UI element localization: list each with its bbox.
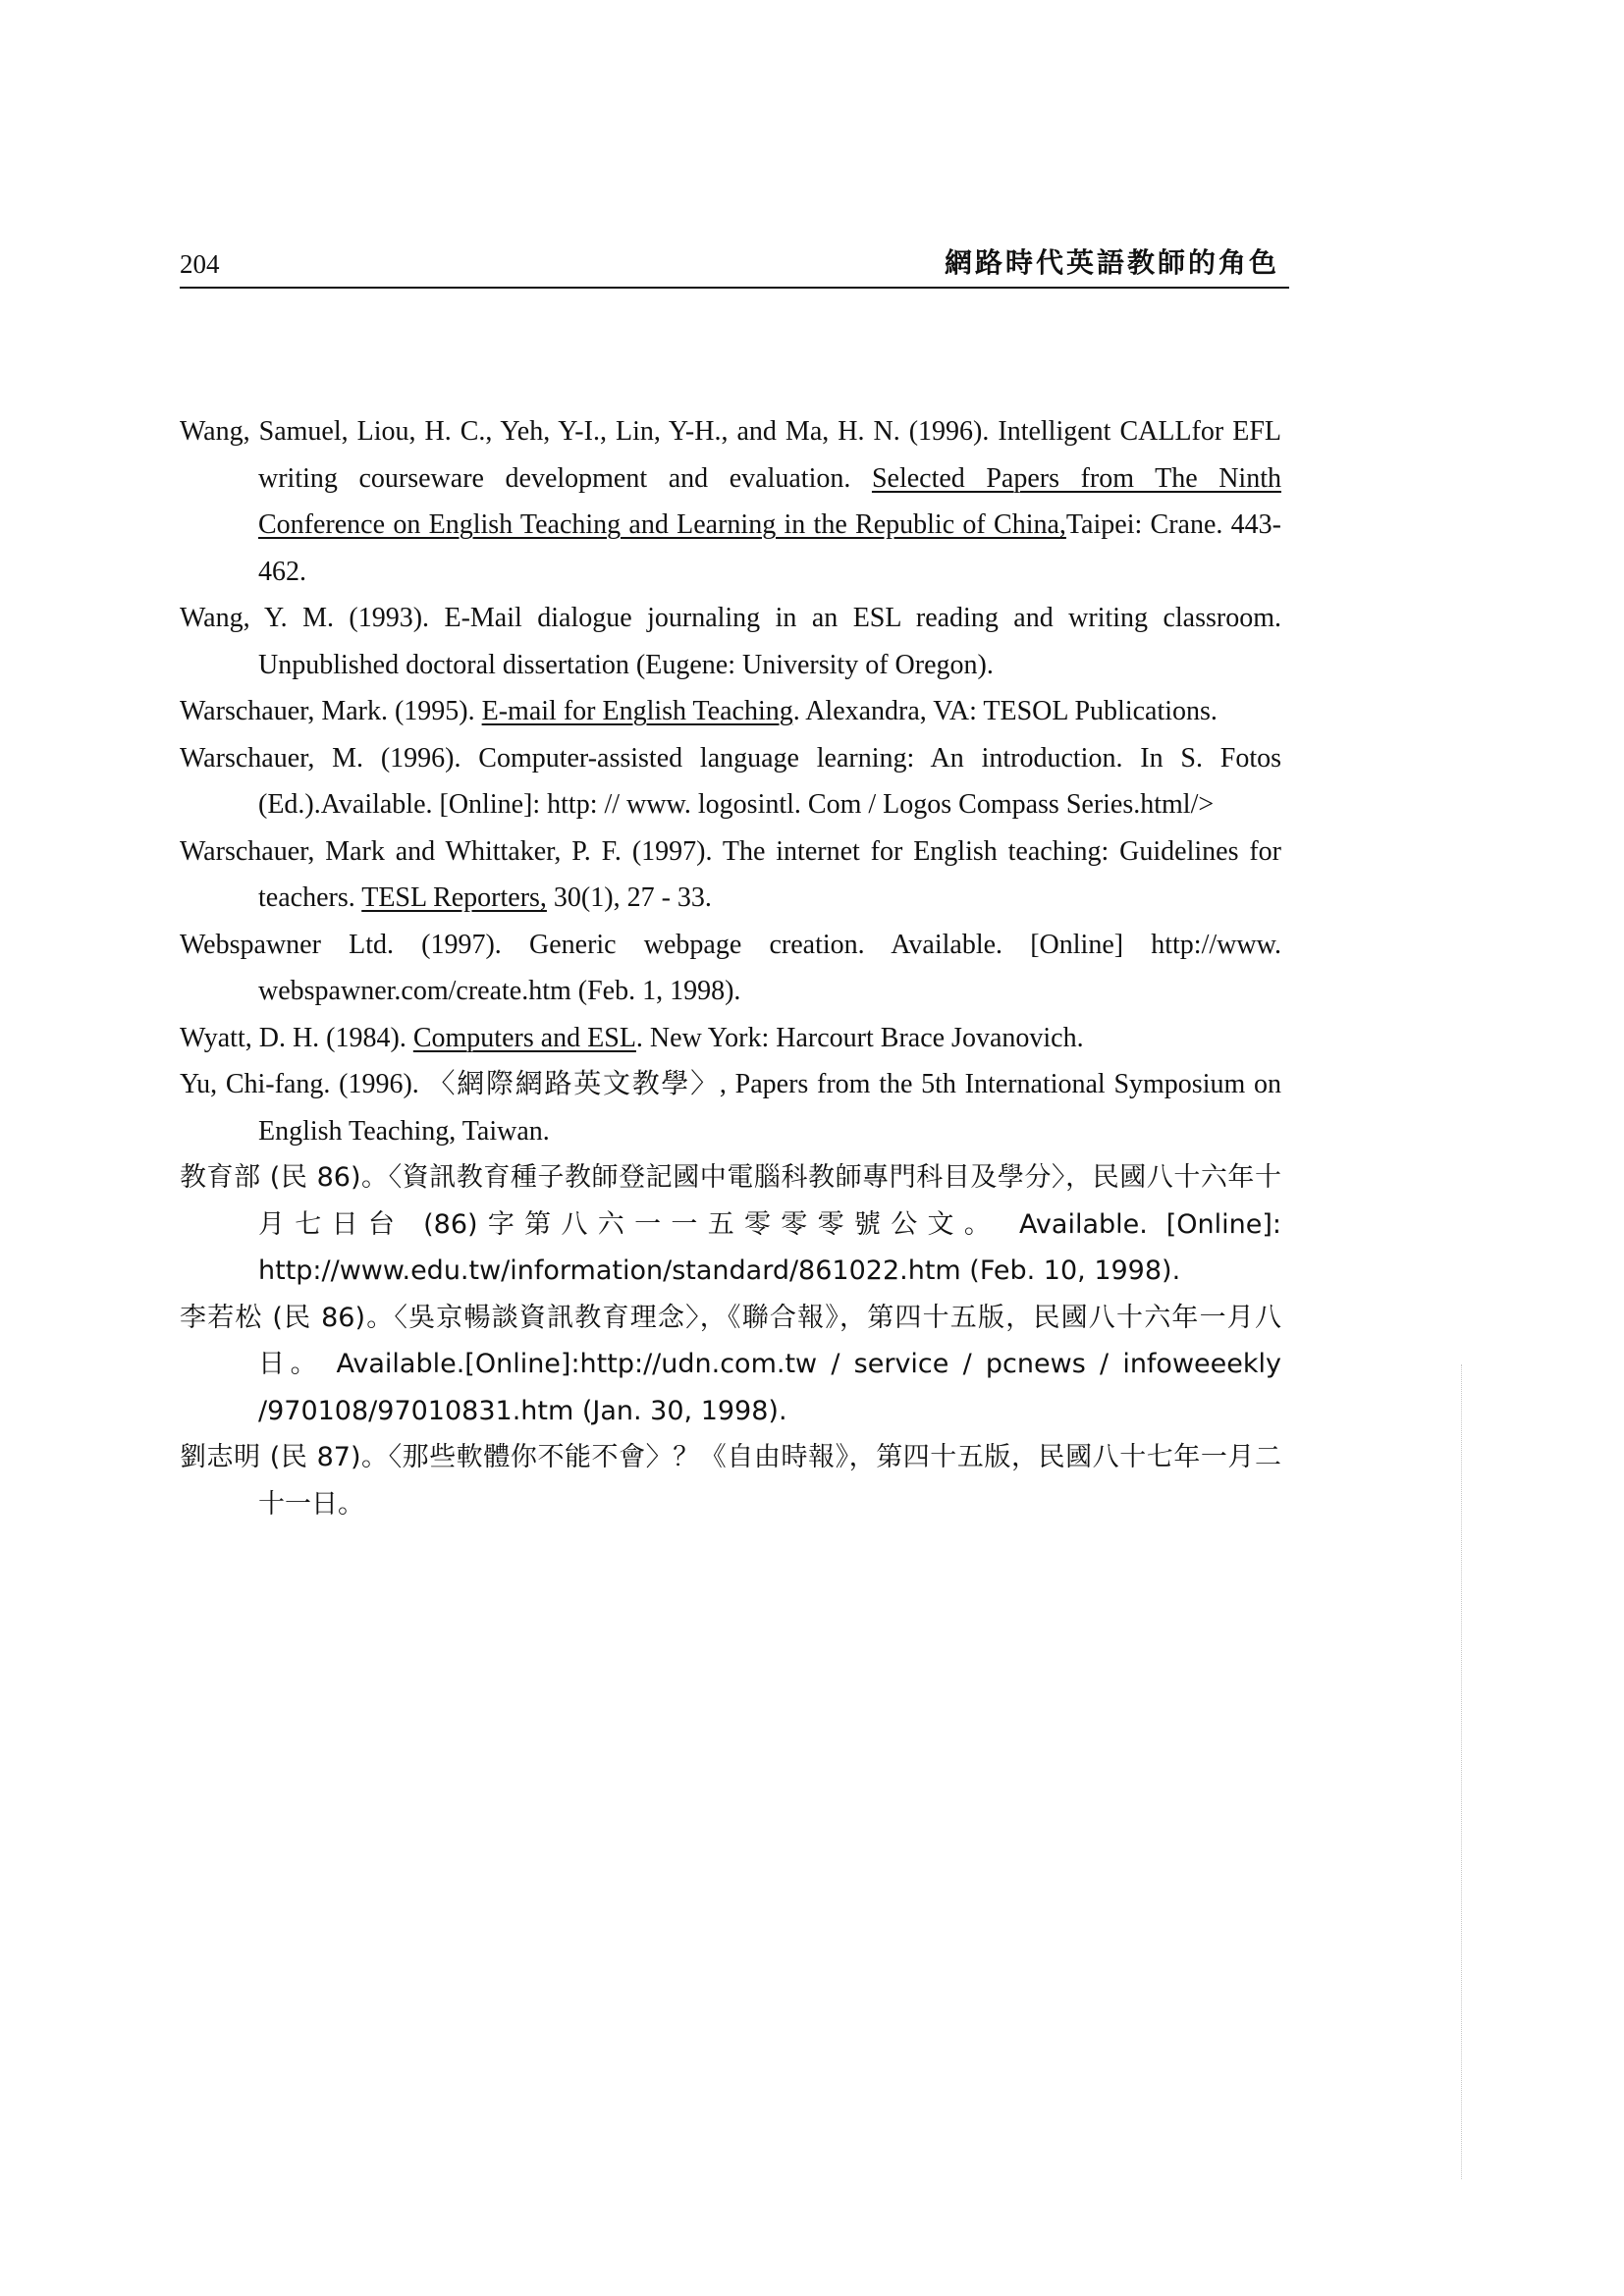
- reference-entry: [180, 828, 1281, 922]
- reference-title: TESL Reporters,: [361, 882, 547, 913]
- running-title: 網路時代英語教師的角色: [944, 246, 1279, 279]
- reference-text: Yu, Chi-fang. (1996). 〈網際網路英文教學〉, Papers from the 5th International Symposium on English Teaching, Taiwan.: [180, 1069, 1281, 1147]
- reference-entry: [180, 408, 1281, 595]
- header-rule: [180, 287, 1289, 289]
- reference-list: [180, 408, 1281, 1527]
- reference-text-tail: Taipei: Crane. 443-462.: [258, 509, 1281, 587]
- reference-entry: [180, 688, 1281, 735]
- reference-entry: [180, 1434, 1281, 1527]
- reference-title: Computers and ESL: [412, 1022, 636, 1053]
- reference-entry: [180, 1154, 1281, 1295]
- reference-text: Wyatt, D. H. (1984).: [180, 1022, 413, 1053]
- reference-text-tail: . Alexandra, VA: TESOL Publications.: [792, 696, 1218, 726]
- reference-title: E-mail for English Teaching: [481, 696, 793, 726]
- reference-text: Warschauer, Mark. (1995).: [180, 696, 482, 726]
- reference-text: Warschauer, M. (1996). Computer-assisted language learning: An introduction. In S. Fotos (Ed.).Available. [Online]: http: // www. logosintl. Com / Logos Compass Series.html/>: [180, 742, 1281, 820]
- reference-text: 教育部 (民 86)。〈資訊教育種子教師登記國中電腦科教師專門科目及學分〉，民國八十六年十月七日台 (86)字第八六一一五零零零號公文。 Available. [Online]: http://www.edu.tw/information/standard/861022.htm (Feb. 10, 1998).: [180, 1162, 1281, 1286]
- reference-text: Warschauer, Mark and Whittaker, P. F. (1997). The internet for English teaching: Guidelines for teachers.: [180, 835, 1281, 913]
- reference-text: Wang, Samuel, Liou, H. C., Yeh, Y-I., Lin, Y-H., and Ma, H. N. (1996). Intelligent CALLfor EFL writing courseware development and evaluation.: [180, 416, 1281, 494]
- reference-text-tail: . New York: Harcourt Brace Jovanovich.: [635, 1022, 1084, 1053]
- reference-title: Selected Papers from The Ninth Conference on English Teaching and Learning in the Republic of China,: [258, 462, 1281, 540]
- reference-entry: [180, 1015, 1281, 1062]
- reference-text: Webspawner Ltd. (1997). Generic webpage creation. Available. [Online] http://www. webspawner.com/create.htm (Feb. 1, 1998).: [180, 929, 1281, 1006]
- reference-entry: [180, 595, 1281, 688]
- reference-text: Wang, Y. M. (1993). E-Mail dialogue journaling in an ESL reading and writing classroom. Unpublished doctoral dissertation (Eugene: University of Oregon).: [180, 603, 1281, 680]
- reference-text: 劉志明 (民 87)。〈那些軟體你不能不會〉？《自由時報》，第四十五版，民國八十七年一月二十一日。: [180, 1442, 1281, 1520]
- reference-entry: [180, 1295, 1281, 1435]
- reference-entry: [180, 1061, 1281, 1154]
- scan-edge-artifact: [1461, 1364, 1462, 2179]
- page-number: 204: [180, 249, 220, 279]
- reference-entry: [180, 735, 1281, 828]
- reference-text: 李若松 (民 86)。〈吳京暢談資訊教育理念〉，《聯合報》，第四十五版，民國八十六年一月八日。 Available.[Online]:http://udn.com.tw / service / pcnews / infoweeekly /970108/97010831.htm (Jan. 30, 1998).: [180, 1302, 1281, 1426]
- reference-text-tail: 30(1), 27 - 33.: [546, 882, 712, 913]
- reference-entry: [180, 922, 1281, 1015]
